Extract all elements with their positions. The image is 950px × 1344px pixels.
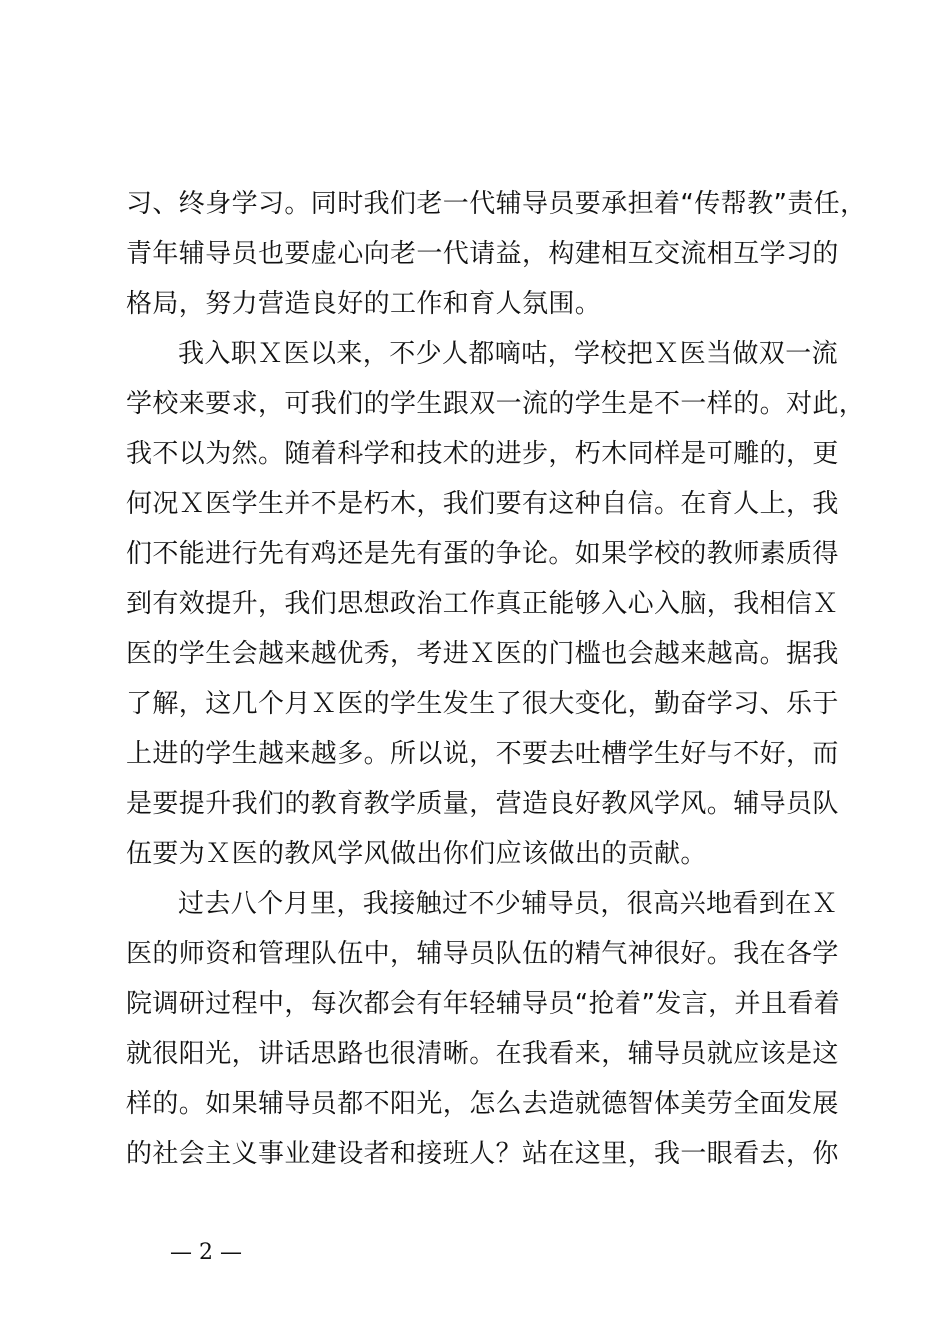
text-line: 上进的学生越来越多。所以说，不要去吐槽学生好与不好，而 — [126, 739, 839, 769]
text-line: 医的学生会越来越优秀，考进Ｘ医的门槛也会越来越高。据我 — [126, 639, 839, 669]
text-line: 的社会主义事业建设者和接班人？站在这里，我一眼看去，你 — [126, 1139, 839, 1169]
text-line: 何况Ｘ医学生并不是朽木，我们要有这种自信。在育人上，我 — [126, 489, 839, 519]
text-line: 们不能进行先有鸡还是先有蛋的争论。如果学校的教师素质得 — [126, 539, 839, 569]
body-text — [126, 179, 867, 1179]
text-line: 院调研过程中，每次都会有年轻辅导员“抢着”发言，并且看着 — [126, 989, 841, 1019]
page-number: — 2 — — [170, 1240, 242, 1265]
text-line: 我不以为然。随着科学和技术的进步，朽木同样是可雕的，更 — [126, 439, 839, 469]
text-line: 样的。如果辅导员都不阳光，怎么去造就德智体美劳全面发展 — [126, 1089, 839, 1119]
text-line: 是要提升我们的教育教学质量，营造良好教风学风。辅导员队 — [126, 789, 839, 819]
paragraph-start-line: 过去八个月里，我接触过不少辅导员，很高兴地看到在Ｘ — [178, 889, 839, 919]
text-line: 青年辅导员也要虚心向老一代请益，构建相互交流相互学习的 — [126, 239, 839, 269]
text-line: 习、终身学习。同时我们老一代辅导员要承担着“传帮教”责任， — [126, 189, 867, 219]
paragraph-start-line: 我入职Ｘ医以来，不少人都嘀咕，学校把Ｘ医当做双一流 — [178, 339, 839, 369]
text-line: 到有效提升，我们思想政治工作真正能够入心入脑，我相信Ｘ — [126, 589, 839, 619]
text-line: 伍要为Ｘ医的教风学风做出你们应该做出的贡献。 — [126, 839, 707, 869]
text-line: 了解，这几个月Ｘ医的学生发生了很大变化，勤奋学习、乐于 — [126, 689, 839, 719]
text-line: 格局，努力营造良好的工作和育人氛围。 — [126, 289, 602, 319]
text-line: 就很阳光，讲话思路也很清晰。在我看来，辅导员就应该是这 — [126, 1039, 839, 1069]
text-line: 学校来要求，可我们的学生跟双一流的学生是不一样的。对此， — [126, 389, 866, 419]
text-line: 医的师资和管理队伍中，辅导员队伍的精气神很好。我在各学 — [126, 939, 839, 969]
